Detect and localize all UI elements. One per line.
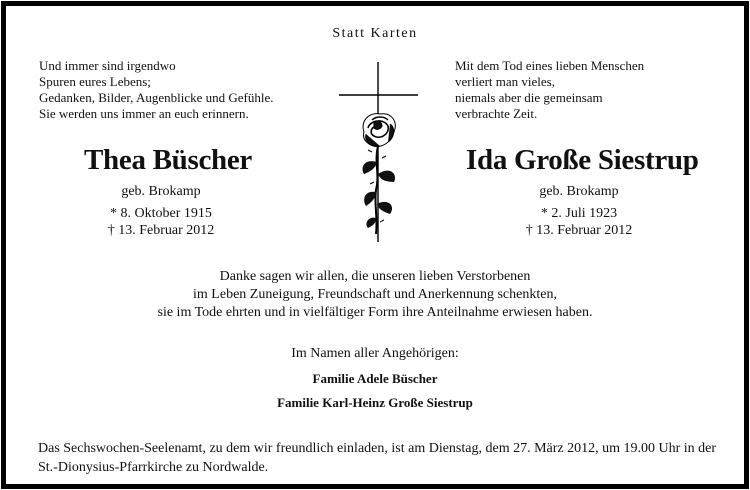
thanks-line: Danke sagen wir allen, die unseren lieben Verstorbenen <box>219 269 531 284</box>
thanks-text <box>6 268 744 322</box>
dates-right <box>474 205 684 239</box>
obituary-frame <box>1 1 749 489</box>
poem-right-line: niemals aber die gemeinsam <box>455 90 603 105</box>
poem-left <box>39 58 274 122</box>
deceased-name-left: Thea Büscher <box>84 144 252 176</box>
poem-left-line: Und immer sind irgendwo <box>39 58 176 73</box>
death-date-right: † 13. Februar 2012 <box>525 223 633 238</box>
signoff: Im Namen aller Angehörigen: <box>291 346 459 361</box>
poem-left-line: Spuren eures Lebens; <box>39 74 151 89</box>
family-name: Familie Adele Büscher <box>312 371 438 386</box>
thanks-line: sie im Tode ehrten und in vielfältiger Form ihre Anteilnahme erwiesen haben. <box>157 305 593 320</box>
birth-date-left: * 8. Oktober 1915 <box>110 206 212 221</box>
mass-announcement: Das Sechswochen-Seelenamt, zu dem wir freundlich einladen, ist am Dienstag, dem 27. März 2012, um 19.00 Uhr in der St.-Dionysius-Pfarrkirche zu Nordwalde. <box>38 441 717 475</box>
thanks-line: im Leben Zuneigung, Freundschaft und Anerkennung schenkten, <box>193 287 557 302</box>
birth-name-right: geb. Brokamp <box>539 184 619 199</box>
dates-left <box>56 205 266 239</box>
birth-name-left: geb. Brokamp <box>121 184 201 199</box>
poem-left-line: Gedanken, Bilder, Augenblicke und Gefühle. <box>39 90 274 105</box>
deceased-name-right: Ida Große Siestrup <box>466 144 699 176</box>
poem-right-line: verliert man vieles, <box>455 74 555 89</box>
birth-date-right: * 2. Juli 1923 <box>540 206 618 221</box>
family-name: Familie Karl-Heinz Große Siestrup <box>277 395 473 410</box>
poem-right-line: verbrachte Zeit. <box>455 106 538 121</box>
death-date-left: † 13. Februar 2012 <box>107 223 215 238</box>
poem-left-line: Sie werden uns immer an euch erinnern. <box>39 106 249 121</box>
poem-right-line: Mit dem Tod eines lieben Menschen <box>455 58 645 73</box>
header-statt-karten: Statt Karten <box>332 26 418 41</box>
poem-right <box>455 58 644 122</box>
cross-with-rose-icon <box>334 62 424 242</box>
